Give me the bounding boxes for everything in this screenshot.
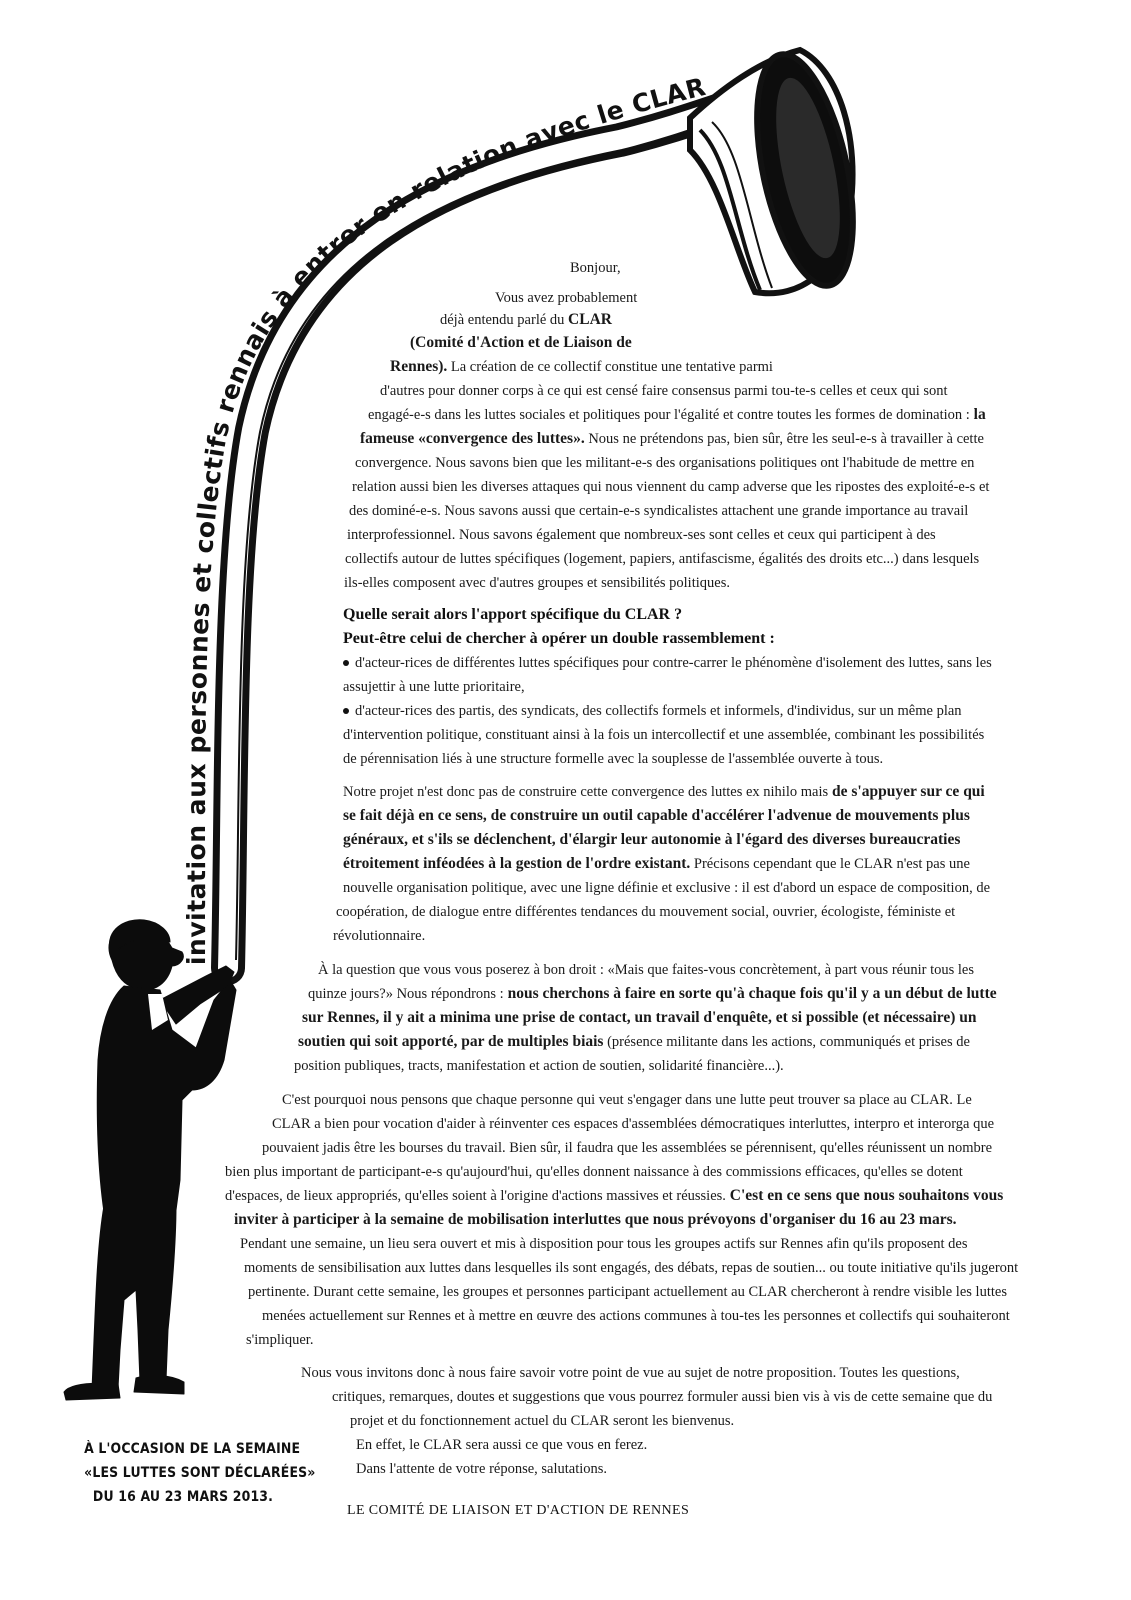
bullet-icon bbox=[343, 708, 349, 714]
letter-line: soutien qui soit apporté, par de multiples biais (présence militante dans les actions, communiqués et prises de bbox=[298, 1033, 970, 1050]
question-heading: Quelle serait alors l'apport spécifique du CLAR ? bbox=[343, 606, 683, 623]
question-heading: Peut-être celui de chercher à opérer un double rassemblement : bbox=[343, 630, 775, 647]
letter-line: position publiques, tracts, manifestation et action de soutien, solidarité financière...). bbox=[294, 1058, 784, 1074]
letter-line: bien plus important de participant-e-s qu'aujourd'hui, qu'elles donnent naissance à des commissions efficaces, qu'elles se dotent bbox=[225, 1164, 963, 1180]
letter-line: À la question que vous vous poserez à bon droit : «Mais que faites-vous concrètement, à part vous réunir tous les bbox=[318, 962, 974, 978]
letter-line: projet et du fonctionnement actuel du CLAR seront les bienvenus. bbox=[350, 1413, 735, 1429]
letter-line: menées actuellement sur Rennes et à mettre en œuvre des actions communes à tou-tes les personnes et collectifs qui souhaiteront bbox=[262, 1308, 1010, 1324]
event-line: «LES LUTTES SONT DÉCLARÉES» bbox=[84, 1465, 316, 1481]
letter-line: pertinente. Durant cette semaine, les groupes et personnes participant actuellement au CLAR chercheront à rendre visible les luttes bbox=[248, 1284, 1007, 1300]
event-line: DU 16 AU 23 MARS 2013. bbox=[92, 1489, 274, 1505]
letter-line: convergence. Nous savons bien que les militant-e-s des organisations politiques ont l'habitude de mettre en bbox=[355, 455, 975, 471]
letter-line: généraux, et s'ils se déclenchent, d'élargir leur autonomie à l'égard des diverses bureaucraties bbox=[343, 831, 961, 848]
letter-line: collectifs autour de luttes spécifiques (logement, papiers, antifascisme, égalités des droits etc...) dans lesquels bbox=[345, 551, 980, 567]
letter-line: inviter à participer à la semaine de mobilisation interluttes que nous prévoyons d'organiser du 16 au 23 mars. bbox=[234, 1211, 957, 1228]
letter-line: d'intervention politique, constituant ainsi à la fois un intercollectif et une assemblée, combinant les possibilités bbox=[343, 727, 985, 743]
letter-line: pouvaient jadis être les bourses du travail. Bien sûr, il faudra que les assemblées se pérennisent, qu'elles réunissent un nombre bbox=[262, 1140, 993, 1156]
letter-line: (Comité d'Action et de Liaison de bbox=[410, 334, 632, 351]
letter-line: se fait déjà en ce sens, de construire un outil capable d'accélérer l'advenue de mouvements plus bbox=[343, 807, 970, 824]
greeting: Bonjour, bbox=[570, 260, 621, 276]
letter-line: d'espaces, de lieux appropriés, qu'elles soient à l'origine d'actions massives et réussies. C'est en ce sens que nous souhaitons vous bbox=[225, 1187, 1004, 1204]
event-notice bbox=[84, 1437, 316, 1509]
event-line: À L'OCCASION DE LA SEMAINE bbox=[84, 1441, 301, 1457]
letter-line: ils-elles composent avec d'autres groupes et sensibilités politiques. bbox=[344, 575, 730, 591]
letter-line: Dans l'attente de votre réponse, salutations. bbox=[356, 1461, 608, 1477]
letter-line: relation aussi bien les diverses attaques qui nous viennent du camp adverse que les ripostes des exploité-e-s et bbox=[352, 479, 990, 495]
letter-line: Rennes). La création de ce collectif constitue une tentative parmi bbox=[390, 358, 773, 375]
letter-line: sur Rennes, il y ait a minima une prise de contact, un travail d'enquête, et si possible (et nécessaire) un bbox=[302, 1009, 977, 1026]
letter-line: interprofessionnel. Nous savons également que nombreux-ses sont celles et ceux qui participent à des bbox=[347, 527, 936, 543]
letter-line: d'autres pour donner corps à ce qui est censé faire consensus parmi tou-te-s celles et ceux qui sont bbox=[380, 383, 948, 399]
letter-line: critiques, remarques, doutes et suggestions que vous pourrez formuler aussi bien vis à vis de cette semaine que du bbox=[332, 1389, 993, 1405]
letter-line: fameuse «convergence des luttes». Nous ne prétendons pas, bien sûr, être les seul-e-s à travailler à cette bbox=[360, 430, 984, 447]
bullet-item: d'acteur-rices de différentes luttes spécifiques pour contre-carrer le phénomène d'isolement des luttes, sans les bbox=[343, 653, 992, 673]
letter-line: Pendant une semaine, un lieu sera ouvert et mis à disposition pour tous les groupes actifs sur Rennes afin qu'ils proposent des bbox=[240, 1236, 968, 1252]
letter-line: engagé-e-s dans les luttes sociales et politiques pour l'égalité et contre toutes les formes de domination : la bbox=[368, 406, 986, 423]
letter-line: étroitement inféodées à la gestion de l'ordre existant. Précisons cependant que le CLAR n'est pas une bbox=[343, 855, 970, 872]
signature: LE COMITÉ DE LIAISON ET D'ACTION DE RENNES bbox=[347, 1503, 690, 1518]
letter-line: CLAR a bien pour vocation d'aider à réinventer ces espaces d'assemblées démocratiques interluttes, interpro et interorga que bbox=[272, 1116, 995, 1132]
letter-line: moments de sensibilisation aux luttes dans lesquelles ils sont engagés, des débats, repas de soutien... ou toute initiative qu'ils jugeront bbox=[244, 1260, 1019, 1276]
letter-line: révolutionnaire. bbox=[333, 928, 426, 944]
letter-line: s'impliquer. bbox=[246, 1332, 314, 1348]
letter-line: C'est pourquoi nous pensons que chaque personne qui veut s'engager dans une lutte peut trouver sa place au CLAR. Le bbox=[282, 1092, 972, 1108]
bullet-item: d'acteur-rices des partis, des syndicats, des collectifs formels et informels, d'individus, sur un même plan bbox=[343, 701, 962, 721]
headline: invitation aux personnes et collectifs rennais à entrer en relation avec le CLAR bbox=[182, 71, 709, 966]
letter-line: Vous avez probablement bbox=[495, 290, 638, 306]
letter-line: Notre projet n'est donc pas de construire cette convergence des luttes ex nihilo mais de s'appuyer sur ce qui bbox=[343, 783, 985, 800]
letter-line: déjà entendu parlé du CLAR bbox=[440, 311, 612, 328]
letter-line: des dominé-e-s. Nous savons aussi que certain-e-s syndicalistes attachent une grande importance au travail bbox=[349, 503, 969, 519]
letter-line: Nous vous invitons donc à nous faire savoir votre point de vue au sujet de notre proposition. Toutes les questions, bbox=[301, 1365, 960, 1381]
letter-line: nouvelle organisation politique, avec une ligne définie et exclusive : il est d'abord un espace de composition, de bbox=[343, 880, 991, 896]
letter-line: quinze jours?» Nous répondrons : nous cherchons à faire en sorte qu'à chaque fois qu'il y a un début de lutte bbox=[308, 985, 997, 1002]
bullet-icon bbox=[343, 660, 349, 666]
letter-line: En effet, le CLAR sera aussi ce que vous en ferez. bbox=[356, 1437, 648, 1453]
letter-line: coopération, de dialogue entre différentes tendances du mouvement social, ouvrier, écologiste, féministe et bbox=[336, 904, 956, 920]
letter-line: assujettir à une lutte prioritaire, bbox=[343, 679, 525, 695]
letter-line: de pérennisation liés à une structure formelle avec la souplesse de l'assemblée ouverte à tous. bbox=[343, 751, 884, 767]
